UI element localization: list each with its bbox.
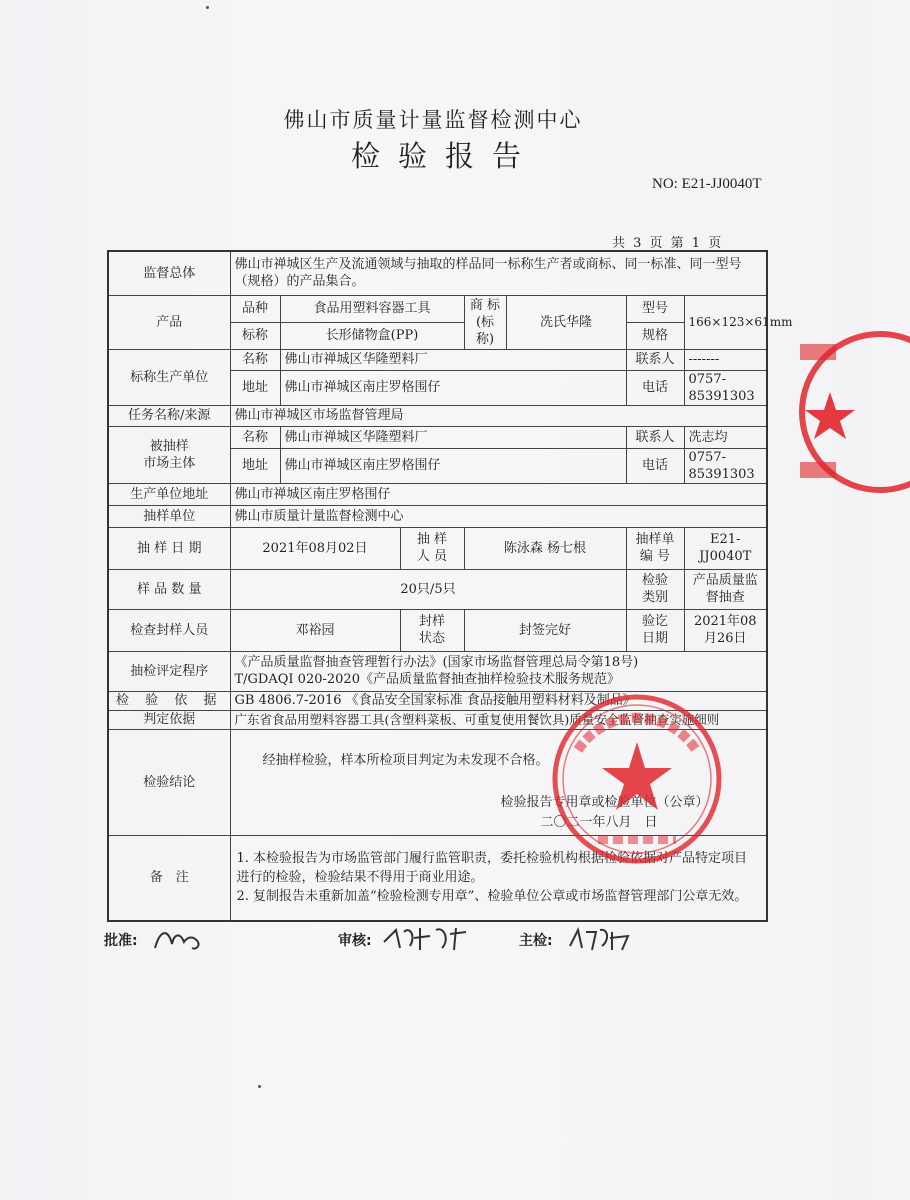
sampled-name: 佛山市禅城区华隆塑料厂 xyxy=(280,426,626,448)
producer-name-label: 名称 xyxy=(230,349,280,370)
insp-type-label-line2: 类别 xyxy=(641,590,668,605)
model-value: 166×123×61mm xyxy=(684,295,767,349)
producer-name: 佛山市禅城区华隆塑料厂 xyxy=(280,349,626,370)
seal-state-label xyxy=(400,609,464,651)
supervision-label: 监督总体 xyxy=(108,251,230,295)
sampled-label-line1: 被抽样 xyxy=(149,438,189,454)
procedure-value xyxy=(230,651,767,691)
brand-label: 商 标 (标称) xyxy=(464,295,506,349)
seal-state-label-line1: 封样 xyxy=(418,614,445,629)
sampled-address: 佛山市禅城区南庄罗格围仔 xyxy=(280,448,626,483)
variety-value: 食品用塑料容器工具 xyxy=(280,295,464,322)
spec-label: 规格 xyxy=(626,322,684,349)
producer-contact-label: 联系人 xyxy=(626,349,684,370)
report-number: NO: E21-JJ0040T xyxy=(652,176,762,192)
producer-address-label: 地址 xyxy=(230,370,280,405)
product-label: 产品 xyxy=(108,295,230,349)
sampler-label-line2: 人 员 xyxy=(416,549,448,564)
brand-value: 冼氏华隆 xyxy=(506,295,626,349)
sealer-label: 检查封样人员 xyxy=(108,609,230,651)
sampling-unit-value: 佛山市质量计量监督检测中心 xyxy=(230,505,767,527)
conclusion-date: 二〇二一年八月 日 xyxy=(540,814,658,830)
sampling-unit-label: 抽样单位 xyxy=(108,505,230,527)
sampled-address-label: 地址 xyxy=(230,448,280,483)
sampling-date-value: 2021年08月02日 xyxy=(230,527,400,569)
producer-contact: ------- xyxy=(684,349,767,370)
main-inspector-label: 主检: xyxy=(519,933,553,949)
remarks-item-2: 2. 复制报告未重新加盖“检验检测专用章”、检验单位公章或市场监督管理部门公章无效。 xyxy=(236,889,748,905)
page-indicator: 共 3 页 第 1 页 xyxy=(612,236,724,251)
conclusion-text: 经抽样检验，样本所检项目判定为未发现不合格。 xyxy=(262,752,549,768)
main-inspector-signature xyxy=(566,922,636,954)
sample-no-label-line1: 抽样单 xyxy=(635,532,675,547)
model-label: 型号 xyxy=(626,295,684,322)
sample-no-value: E21-JJ0040T xyxy=(684,527,767,569)
official-seal-stamp xyxy=(548,690,726,868)
sampled-phone: 0757-85391303 xyxy=(684,448,767,483)
sampled-contact-label: 联系人 xyxy=(626,426,684,448)
procedure-line-2: T/GDAQI 020-2020《产品质量监督抽查抽样检验技术服务规范》 xyxy=(234,672,620,687)
supervision-value: 佛山市禅城区生产及流通领域与抽取的样品同一标称生产者或商标、同一标准、同一型号（规格）的产品集合。 xyxy=(230,251,767,295)
insp-type-value: 产品质量监督抽查 xyxy=(684,569,767,609)
sampling-date-label: 抽 样 日 期 xyxy=(108,527,230,569)
quantity-label: 样 品 数 量 xyxy=(108,569,230,609)
sealer-value: 邓裕园 xyxy=(230,609,400,651)
approve-signature xyxy=(150,922,210,956)
sampler-label xyxy=(400,527,464,569)
seal-state-label-line2: 状态 xyxy=(418,631,445,646)
judge-label: 判定依据 xyxy=(108,710,230,729)
judge-value: 广东省食品用塑料容器工具(含塑料菜板、可重复使用餐饮具)质量安全监督抽查实施细则 xyxy=(230,710,767,729)
sample-no-label-line2: 编 号 xyxy=(639,549,671,564)
seal-state-value: 封签完好 xyxy=(464,609,626,651)
end-date-label xyxy=(626,609,684,651)
sampled-entity-label xyxy=(108,426,230,483)
task-value: 佛山市禅城区市场监督管理局 xyxy=(230,405,767,426)
nominal-value: 长形储物盒(PP) xyxy=(280,322,464,349)
procedure-line-1: 《产品质量监督抽查管理暂行办法》(国家市场监督管理总局令第18号) xyxy=(234,655,639,670)
sampled-phone-label: 电话 xyxy=(626,448,684,483)
producer-address: 佛山市禅城区南庄罗格围仔 xyxy=(280,370,626,405)
task-label: 任务名称/来源 xyxy=(108,405,230,426)
producer-label: 标称生产单位 xyxy=(108,349,230,405)
org-title: 佛山市质量计量监督检测中心 xyxy=(283,108,583,132)
sampled-label-line2: 市场主体 xyxy=(143,455,196,471)
edge-seal-stamp xyxy=(790,322,910,502)
remarks-item-1: 1. 本检验报告为市场监管部门履行监管职责，委托检验机构根据检验依据对产品特定项目进行的检验，检验结果不得用于商业用途。 xyxy=(236,851,748,886)
prod-address-label: 生产单位地址 xyxy=(108,483,230,505)
end-date-label-line1: 验讫 xyxy=(641,614,668,629)
sampled-name-label: 名称 xyxy=(230,426,280,448)
end-date-label-line2: 日期 xyxy=(641,631,668,646)
review-label: 审核: xyxy=(338,933,372,949)
quantity-value: 20只/5只 xyxy=(230,569,626,609)
nominal-label: 标称 xyxy=(230,322,280,349)
sampler-value: 陈泳森 杨七根 xyxy=(464,527,626,569)
approve-label: 批准: xyxy=(104,933,138,949)
basis-value: GB 4806.7-2016 《食品安全国家标准 食品接触用塑料材料及制品》 xyxy=(230,691,767,710)
conclusion-seal-note: 检验报告专用章或检验单位（公章） xyxy=(500,794,709,810)
end-date-value: 2021年08月26日 xyxy=(684,609,767,651)
scan-speck xyxy=(258,1085,261,1088)
conclusion-label: 检验结论 xyxy=(108,729,230,835)
remarks-label: 备 注 xyxy=(108,835,230,921)
sampler-label-line1: 抽 样 xyxy=(416,532,448,547)
producer-phone-label: 电话 xyxy=(626,370,684,405)
prod-address-value: 佛山市禅城区南庄罗格围仔 xyxy=(230,483,767,505)
procedure-label: 抽检评定程序 xyxy=(108,651,230,691)
insp-type-label-line1: 检验 xyxy=(641,573,668,588)
review-signature xyxy=(380,920,470,956)
sample-no-label xyxy=(626,527,684,569)
scan-speck xyxy=(206,6,209,9)
sampled-contact: 冼志均 xyxy=(684,426,767,448)
producer-phone: 0757-85391303 xyxy=(684,370,767,405)
document-title: 检验报告 xyxy=(350,139,539,173)
variety-label: 品种 xyxy=(230,295,280,322)
basis-label: 检 验 依 据 xyxy=(108,691,230,710)
insp-type-label xyxy=(626,569,684,609)
